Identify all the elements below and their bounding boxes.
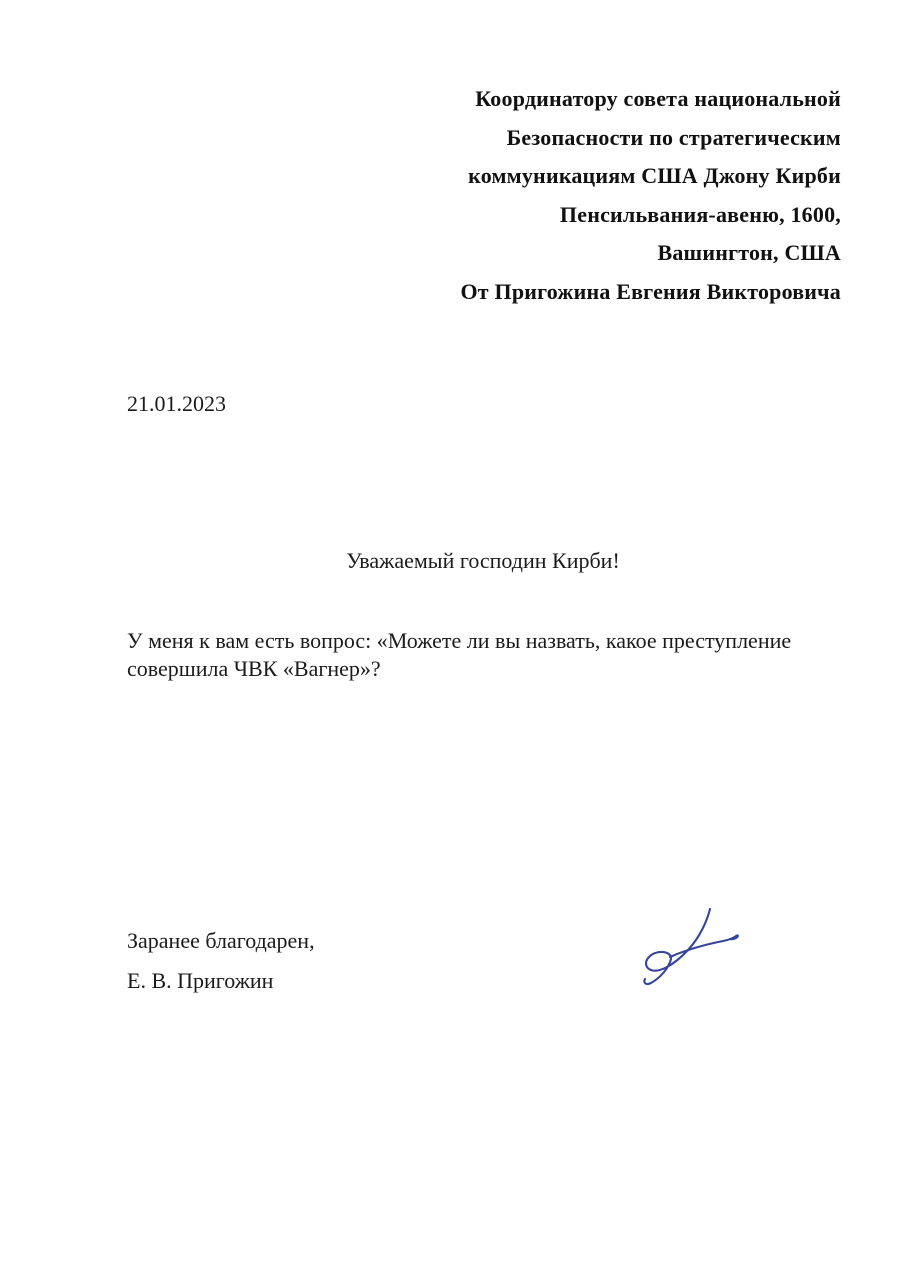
body-line: совершила ЧВК «Вагнер»? — [127, 655, 381, 681]
recipient-line: Пенсильвания-авеню, 1600, — [559, 201, 841, 227]
body-line: У меня к вам есть вопрос: «Можете ли вы назвать, какое преступление — [127, 628, 792, 653]
letter-body — [127, 627, 833, 682]
signer-name: Е. В. Пригожин — [127, 968, 274, 993]
letter-date: 21.01.2023 — [127, 391, 226, 416]
closing-thanks: Заранее благодарен, — [127, 928, 315, 953]
recipient-address-block — [350, 80, 841, 311]
recipient-line: коммуникациям США Джону Кирби — [468, 163, 841, 188]
salutation: Уважаемый господин Кирби! — [346, 548, 620, 573]
handwritten-signature — [620, 903, 746, 993]
sender-line: От Пригожина Евгения Викторовича — [460, 278, 841, 304]
signature-icon — [620, 903, 746, 993]
closing-block — [127, 921, 315, 1001]
recipient-line: Вашингтон, США — [657, 240, 841, 265]
recipient-line: Безопасности по стратегическим — [506, 124, 841, 150]
recipient-line: Координатору совета национальной — [475, 86, 841, 111]
